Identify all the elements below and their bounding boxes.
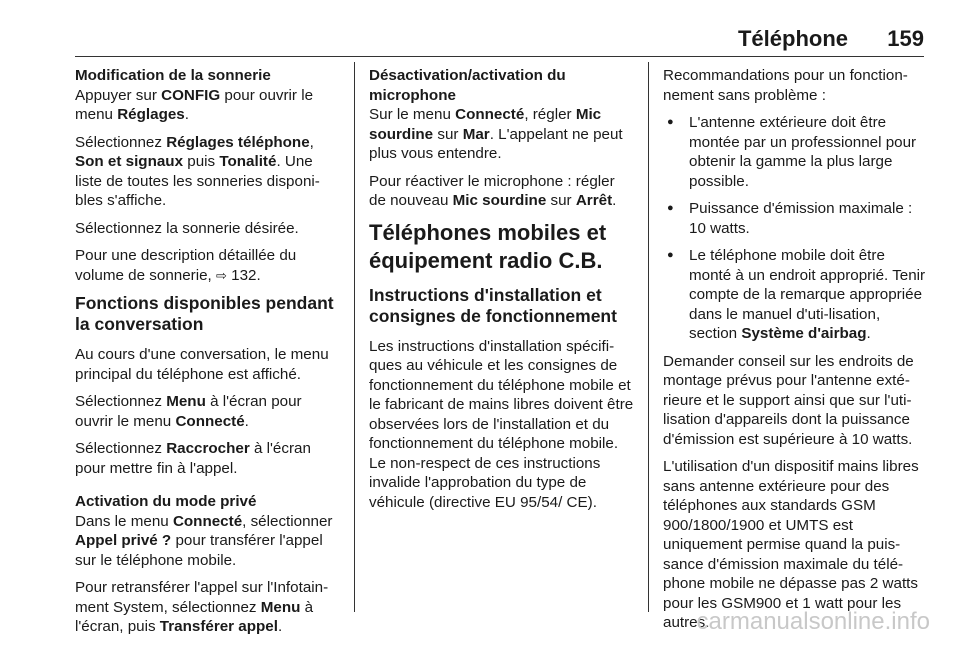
ringtone-heading: Modification de la sonnerie bbox=[75, 67, 271, 84]
private-mode-heading: Activation du mode privé bbox=[75, 493, 257, 510]
column-divider bbox=[648, 62, 649, 612]
paragraph: Sélectionnez Réglages téléphone, Son et signaux puis Tonalité. Une liste de toutes les sonneries disponi‐bles s'affiche. bbox=[75, 133, 320, 209]
list-item: ● L'antenne extérieure doit être montée par un professionnel pour obtenir la gamme la plus large possible. bbox=[663, 113, 927, 191]
column-2 bbox=[369, 66, 635, 520]
column-divider bbox=[354, 62, 355, 612]
paragraph: Sélectionnez Raccrocher à l'écran pour mettre fin à l'appel. bbox=[75, 440, 311, 477]
column-1 bbox=[75, 66, 343, 645]
installation-heading: Instructions d'installation et consignes de fonctionnement bbox=[369, 284, 617, 326]
paragraph: Demander conseil sur les endroits de montage prévus pour l'antenne exté‐rieure et le support ainsi que sur l'uti‐lisation d'appareils dont la puissance d'émission est supérieure à 10 watts. bbox=[663, 352, 914, 448]
column-3 bbox=[663, 66, 927, 641]
page-header bbox=[0, 0, 960, 60]
paragraph: Sélectionnez la sonnerie désirée. bbox=[75, 219, 299, 237]
microphone-heading: Désactivation/activation du microphone bbox=[369, 67, 566, 104]
paragraph: Pour réactiver le microphone : régler de nouveau Mic sourdine sur Arrêt. bbox=[369, 172, 617, 209]
paragraph: Recommandations pour un fonction‐nement sans problème : bbox=[663, 67, 908, 104]
list-item: ● Le téléphone mobile doit être monté à un endroit approprié. Tenir compte de la remarque appropriée dans le manuel d'uti‐lisation, section Système d'airbag. bbox=[663, 246, 927, 344]
paragraph: Pour retransférer l'appel sur l'Infotain‐ment System, sélectionnez Menu à l'écran, puis Transférer appel. bbox=[75, 579, 329, 635]
paragraph: Pour une description détaillée du volume de sonnerie, ⇨ 132. bbox=[75, 247, 297, 284]
paragraph: L'utilisation d'un dispositif mains libres sans antenne extérieure pour des téléphones aux standards GSM 900/1800/1900 et UMTS est uniquement permise quand la puis‐sance d'émission maximale du télé‐phone mobile ne dépasse pas 2 watts pour les GSM900 et 1 watt pour les autres. bbox=[663, 458, 919, 631]
paragraph: Dans le menu Connecté, sélectionner Appel privé ? pour transférer l'appel sur le téléphone mobile. bbox=[75, 512, 333, 569]
paragraph: Appuyer sur CONFIG pour ouvrir le menu Réglages. bbox=[75, 86, 314, 123]
paragraph: Au cours d'une conversation, le menu principal du téléphone est affiché. bbox=[75, 346, 329, 383]
watermark: carmanualsonline.info bbox=[696, 608, 930, 635]
functions-heading: Fonctions disponibles pendant la conversation bbox=[75, 293, 334, 334]
header-divider bbox=[75, 56, 924, 57]
list-item: ● Puissance d'émission maximale : 10 watts. bbox=[663, 199, 927, 238]
paragraph: Sur le menu Connecté, régler Mic sourdine sur Mar. L'appelant ne peut plus vous entendre. bbox=[369, 106, 623, 162]
arrow-right-icon: ⇨ bbox=[216, 267, 227, 283]
paragraph: Sélectionnez Menu à l'écran pour ouvrir le menu Connecté. bbox=[75, 393, 302, 430]
section-title: Téléphone bbox=[737, 26, 848, 51]
recommendation-list bbox=[663, 113, 927, 344]
paragraph: Les instructions d'installation spécifi‐ques au véhicule et les consignes de fonctionnement du téléphone mobile et le fabricant de mains libres doivent être observées lors de l'installation et du fonctionnement du téléphone mobile. Le non-respect de ces instructions invalide l'approbation du type de véhicule (directive EU 95/54/ CE). bbox=[369, 337, 634, 511]
page-number: 159 bbox=[887, 26, 924, 51]
mobile-phones-heading: Téléphones mobiles et équipement radio C.B. bbox=[369, 219, 607, 273]
